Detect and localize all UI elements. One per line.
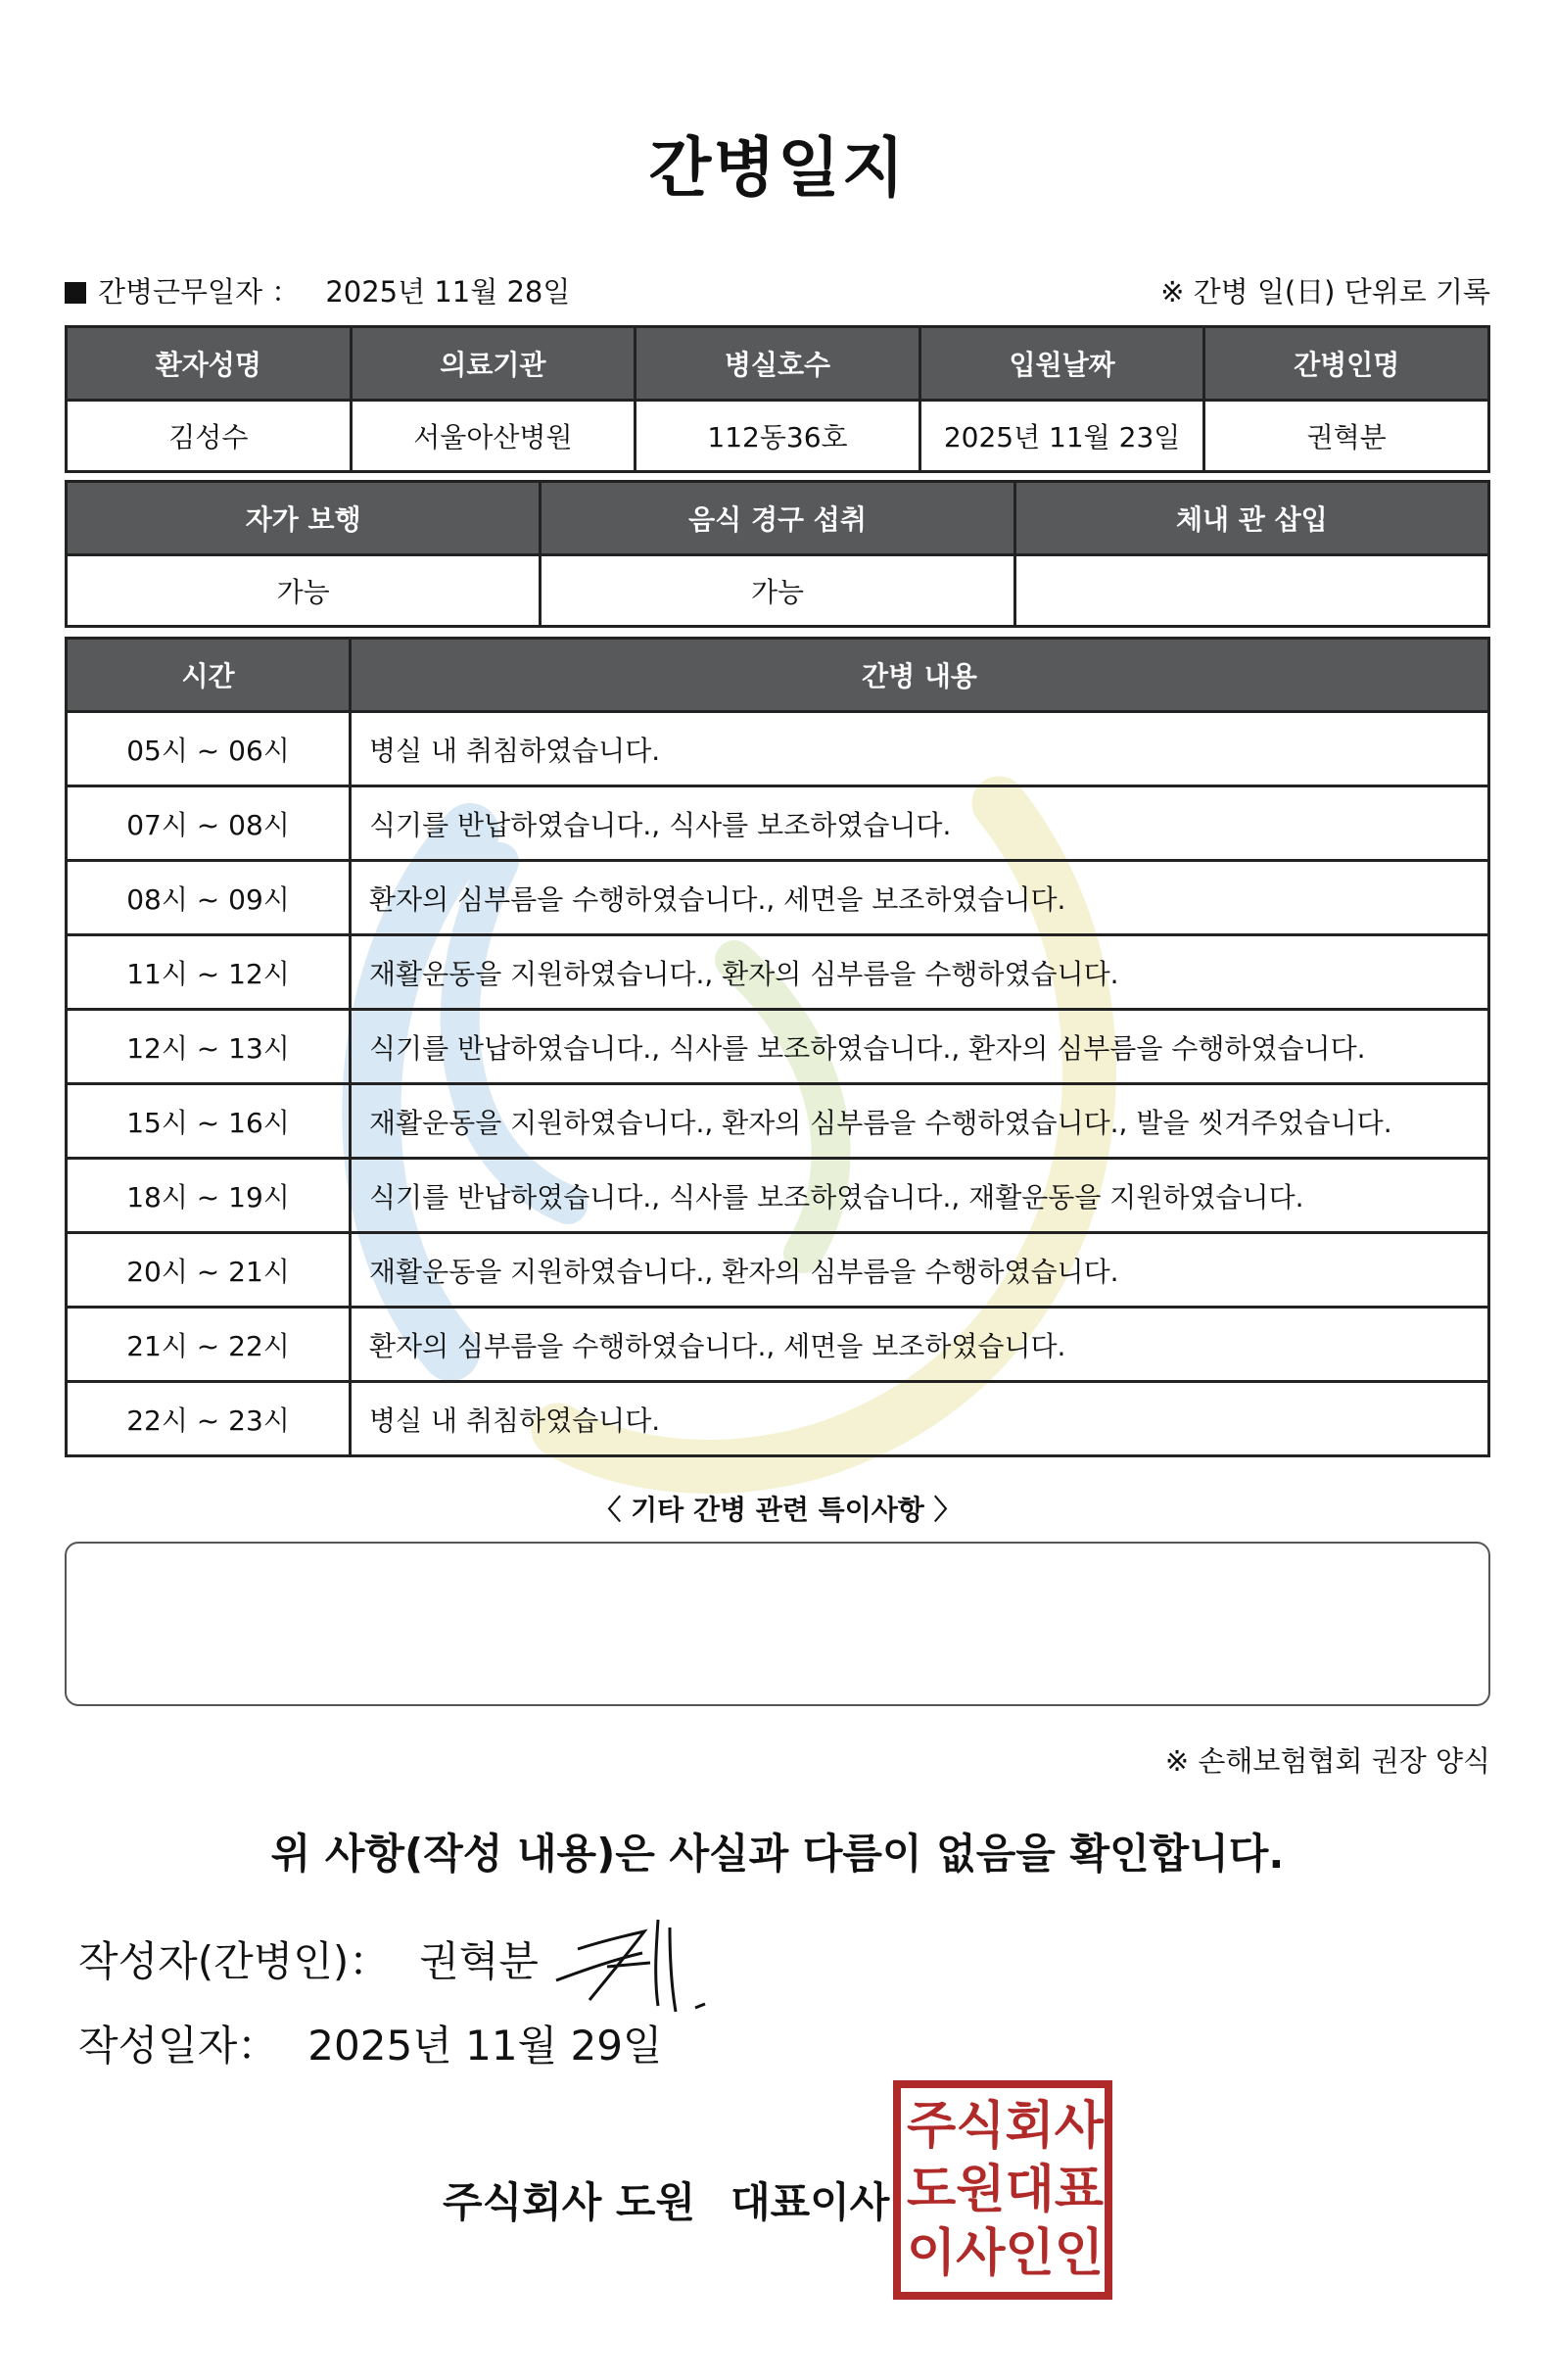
row-time: 21시 ~ 22시 [67, 1308, 351, 1382]
seal-char: 이 [907, 2224, 957, 2284]
seal-char: 식 [956, 2096, 1006, 2156]
hospital-name: 서울아산병원 [351, 401, 636, 472]
company-seal-icon [893, 2080, 1112, 2300]
row-time: 22시 ~ 23시 [67, 1382, 351, 1456]
writer-label: 작성자(간병인)： [78, 1937, 391, 1985]
daily-record-note: ※ 간병 일(日) 단위로 기록 [1160, 275, 1490, 309]
seal-char: 표 [1054, 2160, 1104, 2219]
header-tube: 체내 관 삽입 [1014, 482, 1488, 555]
condition-table [65, 480, 1490, 628]
table-row [67, 861, 1489, 935]
caregiver-name: 권혁분 [1204, 401, 1489, 472]
row-time: 15시 ~ 16시 [67, 1084, 351, 1159]
seal-char: 인 [1054, 2224, 1104, 2284]
table-row [67, 786, 1489, 861]
header-oral-intake: 음식 경구 섭취 [541, 482, 1014, 555]
company-line [443, 2170, 889, 2229]
seal-char: 인 [1005, 2224, 1055, 2284]
row-content: 병실 내 취침하였습니다. [351, 1382, 1489, 1456]
work-date-value: 2025년 11월 28일 [325, 275, 571, 309]
table-row [67, 1233, 1489, 1308]
row-content: 재활운동을 지원하였습니다., 환자의 심부름을 수행하였습니다. [351, 1233, 1489, 1308]
oral-intake-value: 가능 [541, 555, 1014, 627]
row-content: 환자의 심부름을 수행하였습니다., 세면을 보조하였습니다. [351, 861, 1489, 935]
table-row [67, 1159, 1489, 1233]
written-date-line [78, 2014, 663, 2072]
header-time: 시간 [67, 639, 351, 712]
table-row [67, 1084, 1489, 1159]
header-room: 병실호수 [636, 327, 920, 401]
work-date [65, 270, 570, 310]
written-date-value: 2025년 11월 29일 [307, 2022, 663, 2070]
signature-icon [548, 1910, 715, 2018]
row-time: 07시 ~ 08시 [67, 786, 351, 861]
seal-char: 주 [907, 2096, 957, 2156]
row-time: 08시 ~ 09시 [67, 861, 351, 935]
work-date-label: 간병근무일자 ： [98, 275, 301, 309]
seal-char: 대 [1005, 2160, 1055, 2219]
care-log-table [65, 637, 1490, 1457]
row-time: 18시 ~ 19시 [67, 1159, 351, 1233]
row-time: 12시 ~ 13시 [67, 1010, 351, 1084]
table-row [67, 935, 1489, 1010]
seal-char: 회 [1005, 2096, 1055, 2156]
company-name: 주식회사 도원 [443, 2178, 696, 2226]
admission-date: 2025년 11월 23일 [919, 401, 1204, 472]
row-content: 식기를 반납하였습니다., 식사를 보조하였습니다. [351, 786, 1489, 861]
written-date-label: 작성일자： [78, 2022, 279, 2070]
table-row [67, 1010, 1489, 1084]
header-care-content: 간병 내용 [351, 639, 1489, 712]
table-row [67, 1382, 1489, 1456]
patient-info-table [65, 325, 1490, 473]
row-content: 식기를 반납하였습니다., 식사를 보조하였습니다., 환자의 심부름을 수행하였습니다. [351, 1010, 1489, 1084]
table-row [67, 712, 1489, 786]
header-patient-name: 환자성명 [67, 327, 352, 401]
walking-value: 가능 [67, 555, 541, 627]
form-source-note: ※ 손해보험협회 권장 양식 [1164, 1744, 1490, 1778]
row-content: 환자의 심부름을 수행하였습니다., 세면을 보조하였습니다. [351, 1308, 1489, 1382]
header-admission-date: 입원날짜 [919, 327, 1204, 401]
seal-char: 원 [956, 2160, 1006, 2219]
row-time: 05시 ~ 06시 [67, 712, 351, 786]
writer-line [78, 1929, 539, 1988]
header-hospital: 의료기관 [351, 327, 636, 401]
seal-char: 도 [907, 2160, 957, 2219]
seal-char: 사 [956, 2224, 1006, 2284]
patient-name: 김성수 [67, 401, 352, 472]
row-content: 병실 내 취침하였습니다. [351, 712, 1489, 786]
header-caregiver: 간병인명 [1204, 327, 1489, 401]
row-content: 재활운동을 지원하였습니다., 환자의 심부름을 수행하였습니다. [351, 935, 1489, 1010]
page-title: 간병일지 [648, 130, 907, 206]
tube-value [1014, 555, 1488, 627]
row-content: 재활운동을 지원하였습니다., 환자의 심부름을 수행하였습니다., 발을 씻겨주었습니다. [351, 1084, 1489, 1159]
table-row [67, 1308, 1489, 1382]
notes-box [65, 1542, 1490, 1706]
row-time: 11시 ~ 12시 [67, 935, 351, 1010]
confirmation-statement: 위 사항(작성 내용)은 사실과 다름이 없음을 확인합니다. [270, 1830, 1285, 1878]
room-number: 112동36호 [636, 401, 920, 472]
row-content: 식기를 반납하였습니다., 식사를 보조하였습니다., 재활운동을 지원하였습니다. [351, 1159, 1489, 1233]
seal-char: 사 [1054, 2096, 1104, 2156]
square-bullet-icon [65, 282, 86, 304]
header-walking: 자가 보행 [67, 482, 541, 555]
writer-name: 권혁분 [419, 1937, 539, 1985]
row-time: 20시 ~ 21시 [67, 1233, 351, 1308]
company-role: 대표이사 [730, 2178, 890, 2226]
notes-title: 〈 기타 간병 관련 특이사항 〉 [593, 1494, 962, 1526]
